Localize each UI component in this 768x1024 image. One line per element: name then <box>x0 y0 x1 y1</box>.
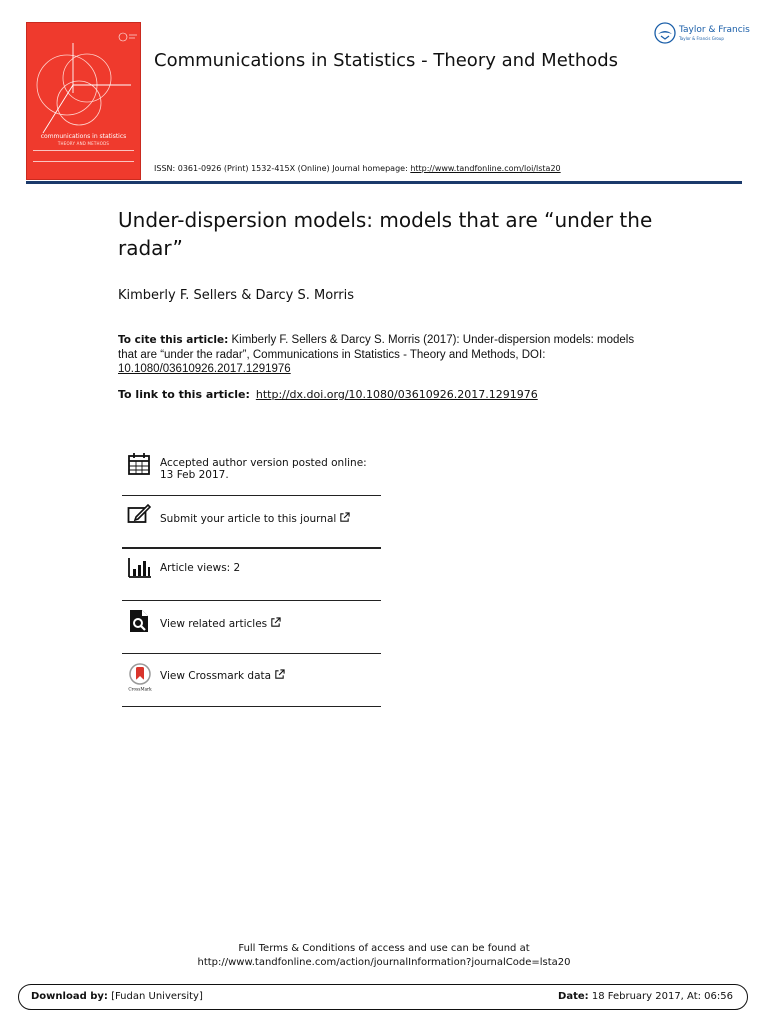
external-link-icon <box>339 512 350 523</box>
list-divider <box>122 600 381 601</box>
document-search-icon <box>127 609 151 633</box>
list-divider <box>122 653 381 654</box>
calendar-icon <box>127 452 151 476</box>
header-rule <box>26 181 742 184</box>
bar-chart-icon <box>127 555 151 579</box>
cover-divider <box>33 161 134 162</box>
crossmark-link[interactable] <box>160 669 380 682</box>
article-views-item <box>122 555 381 589</box>
crossmark-logo-text: CrossMark <box>128 686 152 692</box>
terms-line: Full Terms & Conditions of access and use can be found at <box>238 943 530 954</box>
journal-title: Communications in Statistics - Theory and Methods <box>154 50 619 71</box>
list-divider <box>122 706 381 707</box>
citation-doi-link[interactable]: 10.1080/03610926.2017.1291976 <box>118 363 291 375</box>
taylor-francis-icon <box>654 22 676 44</box>
crossmark-icon <box>127 662 153 692</box>
submit-article-item[interactable] <box>122 502 381 536</box>
date-label: Date: <box>558 991 589 1002</box>
crossmark-item[interactable] <box>122 660 381 694</box>
cover-title: communications in statistics <box>40 133 127 140</box>
accepted-version-text: Accepted author version posted online: 13 Feb 2017. <box>160 457 367 481</box>
download-label: Download by: <box>31 991 108 1002</box>
related-articles-item[interactable] <box>122 607 381 641</box>
cover-divider <box>33 150 134 151</box>
date-value: 18 February 2017, At: 06:56 <box>591 991 733 1002</box>
doi-link[interactable]: http://dx.doi.org/10.1080/03610926.2017.1291976 <box>255 388 538 401</box>
issn-line <box>154 164 561 173</box>
list-divider <box>122 495 381 496</box>
cover-subtitle: THEORY AND METHODS <box>57 141 110 146</box>
crossmark-label: View Crossmark data <box>160 670 272 682</box>
issn-text: ISSN: 0361-0926 (Print) 1532-415X (Online) Journal homepage: <box>154 164 411 173</box>
terms-notice <box>0 942 768 970</box>
submit-article-link[interactable] <box>160 512 380 525</box>
article-views-text: Article views: 2 <box>160 562 241 574</box>
terms-url-link[interactable]: http://www.tandfonline.com/action/journalInformation?journalCode=lsta20 <box>197 957 571 968</box>
link-label: To link to this article: <box>118 388 250 401</box>
publisher-name: Taylor & Francis <box>679 25 750 35</box>
publisher-logo[interactable] <box>654 22 750 46</box>
download-value: [Fudan University] <box>111 991 203 1002</box>
cover-graphic <box>27 23 140 179</box>
citation-text: Kimberly F. Sellers & Darcy S. Morris (2017): Under-dispersion models: models that are “under the radar”, Communications in Statistics - Theory and Methods, DOI: <box>118 334 635 361</box>
citation-block <box>118 333 638 377</box>
citation-label: To cite this article: <box>118 334 229 346</box>
accepted-version-item <box>122 450 381 484</box>
article-title: Under-dispersion models: models that are “under the radar” <box>118 208 653 260</box>
submit-article-label: Submit your article to this journal <box>160 513 337 525</box>
related-articles-link[interactable] <box>160 617 380 630</box>
related-articles-label: View related articles <box>160 618 268 630</box>
list-divider <box>122 547 381 549</box>
publisher-subtitle: Taylor & Francis Group <box>679 36 724 41</box>
journal-homepage-link[interactable]: http://www.tandfonline.com/loi/lsta20 <box>410 164 561 173</box>
download-info <box>31 991 203 1002</box>
journal-cover-image <box>26 22 141 180</box>
external-link-icon <box>274 669 285 680</box>
download-date <box>558 991 733 1002</box>
article-authors: Kimberly F. Sellers & Darcy S. Morris <box>118 288 355 303</box>
external-link-icon <box>270 617 281 628</box>
article-link-line <box>118 388 538 401</box>
edit-icon <box>127 503 151 527</box>
download-info-bar <box>18 984 748 1010</box>
